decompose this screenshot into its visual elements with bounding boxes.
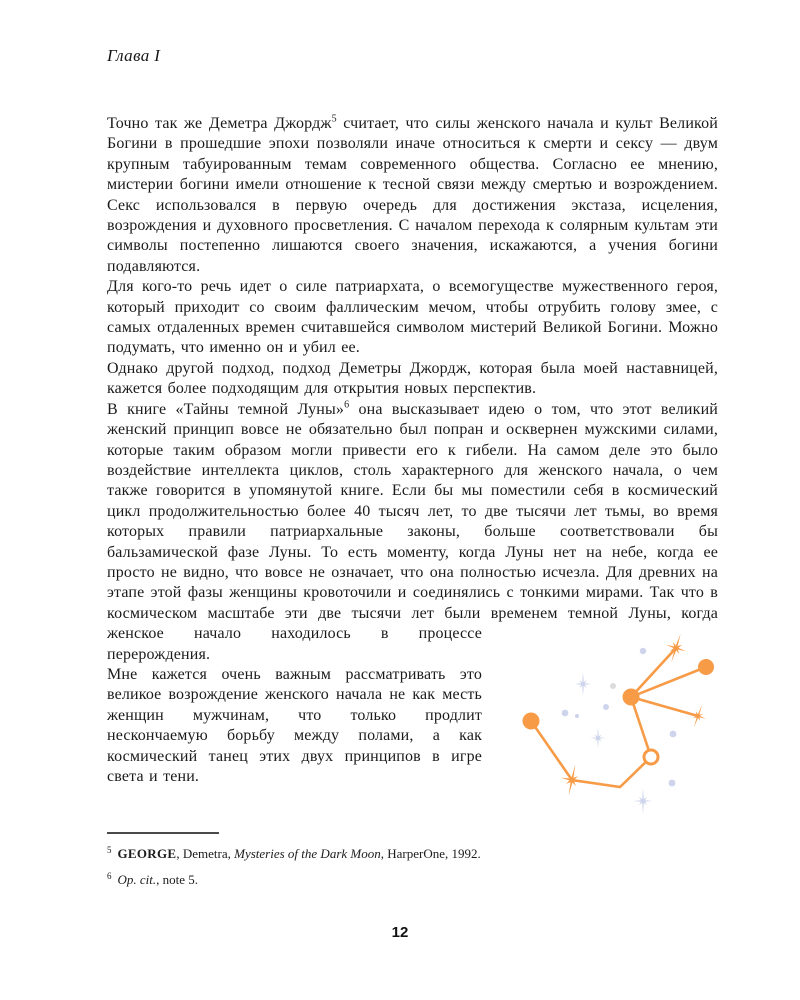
paragraph-4-text-c: Луны, когда женское начало находилось в процессе перерождения. — [107, 604, 718, 663]
footnote-6-tail: , note 5. — [156, 872, 199, 887]
paragraph-2: Для кого-то речь идет о силе патриархата, о всемогуществе мужественного героя, который приходит со своим фаллическим мечом, чтобы отрубить голову змее, с самых отдаленных времен считавшейся символом мистерий Великой Богини. Можно подумать, что именно он и убил ее. — [107, 278, 718, 357]
paragraph-1-text-a: Точно так же Деметра Джордж — [107, 115, 332, 132]
footnotes-section — [107, 832, 718, 893]
gray-dot — [610, 683, 616, 689]
footnote-5-marker: 5 — [107, 844, 112, 855]
footnote-5-title: Mysteries of the Dark Moon — [234, 846, 381, 861]
constellation-figure — [488, 624, 718, 824]
footnote-6-marker: 6 — [107, 870, 112, 881]
constellation-nodes — [523, 631, 715, 798]
footnote-separator-rule — [107, 832, 219, 834]
body-text — [107, 114, 718, 824]
paragraph-1 — [107, 114, 718, 277]
footnote-ref-5: 5 — [331, 113, 337, 125]
paragraph-4-text-b: она высказывает идею о том, что этот великий женский принцип вовсе не обязательно был попран и осквернен мужскими силами, которые таким образом могли привести его к гибели. На самом деле это было воздействие интеллекта циклов, столь характерного для женского начала, о чем также говорится в упомянутой книге. Если бы мы поместили себя в космический цикл продолжительностью более 40 тысяч лет, то две тысячи лет тьмы, во время которых правили патриархальные законы, больше соответствовали бы бальзамической фазе Луны. То есть моменту, когда Луны нет на небе, когда ее просто не видно, что вовсе не означает, что она полностью исчезла. Для древних на этапе этой фазы женщины кровоточили и соединялись с тонкими мирами. Так что в космическом масштабе эти две тысячи лет были временем темной — [107, 400, 718, 622]
footnote-5-author: GEORGE — [117, 846, 177, 861]
open-circle-node — [644, 750, 658, 764]
footnote-6 — [107, 867, 718, 893]
page-number: 12 — [391, 924, 409, 941]
paragraph-4 — [107, 400, 718, 665]
constellation-graphic — [488, 624, 718, 824]
paragraph-3: Однако другой подход, подход Деметры Джордж, которая была моей наставницей, кажется более подходящим для открытия новых перспектив. — [107, 359, 718, 398]
footnote-5 — [107, 841, 718, 867]
footnote-5-tail: , HarperOne, 1992. — [380, 846, 481, 861]
footnote-5-between: , Demetra, — [176, 846, 235, 861]
chapter-heading: Глава I — [107, 46, 161, 65]
paragraph-5: Мне кажется очень важным рассматривать это великое возрождение женского начала не как месть женщин мужчинам, что только продлит нескончаемую борьбу между полами, а как космический танец этих двух принципов в игре света и тени. — [107, 665, 482, 785]
constellation-lines — [531, 648, 706, 787]
lavender-sparkles — [562, 648, 677, 814]
paragraph-1-text-b: считает, что силы женского начала и культ Великой Богини в прошедшие эпохи позволяли иначе относиться к смерти и сексу — двум крупным табуированным темам современного общества. Согласно ее мнению, мистерии богини имели отношение к тесной связи между смертью и возрождением. Секс использовался в первую очередь для достижения экстаза, исцеления, возрождения и духовного просветления. С началом перехода к солярным культам эти символы постепенно лишаются своего значения, искажаются, а учения богини подавляются. — [107, 115, 719, 275]
footnote-ref-6: 6 — [344, 399, 350, 411]
paragraph-4-text-a: В книге «Тайны темной Луны» — [107, 400, 345, 418]
footnote-6-opcit: Op. cit. — [117, 872, 157, 887]
